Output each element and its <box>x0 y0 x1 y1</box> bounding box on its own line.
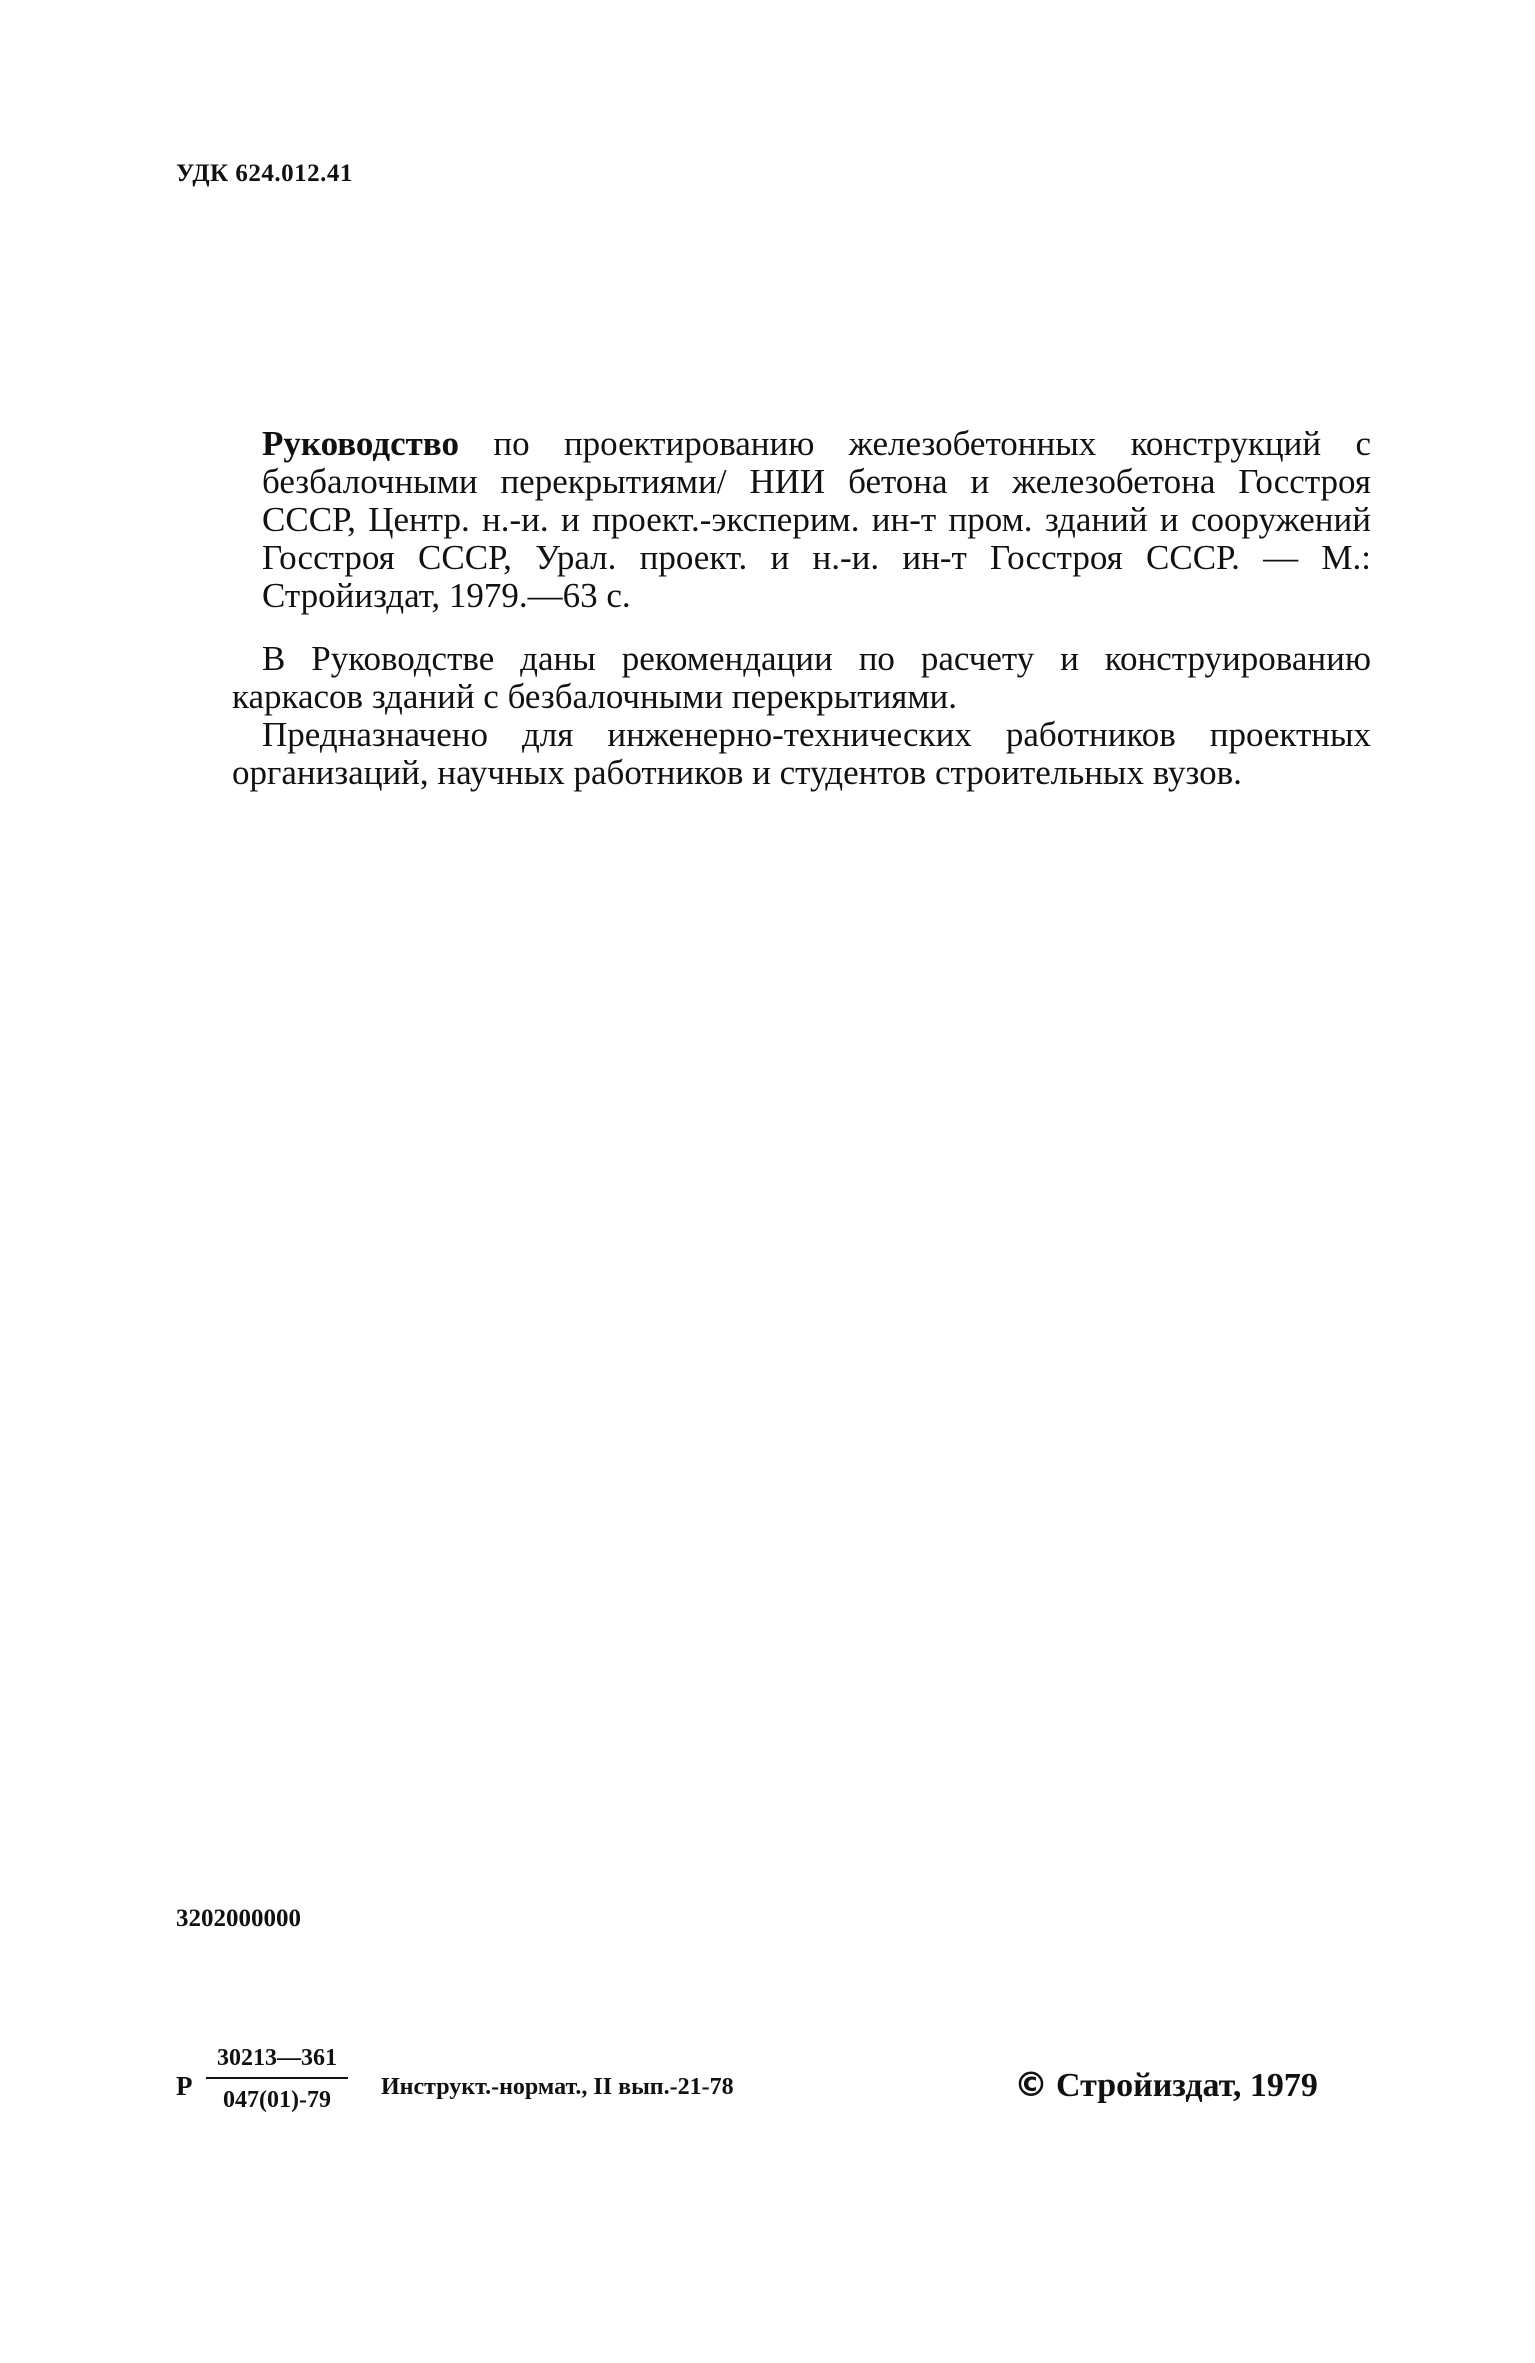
bibliographic-annotation <box>262 425 1371 615</box>
abstract-paragraph-1: В Руководстве даны рекомендации по расчету и конструированию каркасов зданий с безбалочными перекрытиями. <box>232 639 1371 716</box>
abstract <box>232 640 1371 792</box>
citation-text: по проектированию железобетонных конструкций с безбалочными перекрытиями/ НИИ бетона и железобетона Госстроя СССР, Центр. н.-и. и проект.-эксперим. ин-т пром. зданий и сооружений Госстроя СССР, Урал. проект. и н.-и. ин-т Госстроя СССР. — М.: Стройиздат, 1979.—63 с. <box>262 424 1371 615</box>
series-note: Инструкт.-нормат., II вып.-21-78 <box>381 2074 734 2100</box>
citation-paragraph <box>262 425 1371 615</box>
index-denominator: 047(01)-79 <box>223 2087 331 2113</box>
copyright-notice <box>1014 2065 1318 2105</box>
index-fraction <box>206 2043 348 2115</box>
copyright-text: Стройиздат, 1979 <box>1056 2067 1318 2104</box>
catalog-code-number: 3202000000 <box>176 1905 301 1932</box>
index-numerator: 30213—361 <box>217 2045 337 2071</box>
fraction-bar <box>206 2077 348 2079</box>
abstract-paragraph-2: Предназначено для инженерно-технических работников проектных организаций, научных работников и студентов строительных вузов. <box>232 715 1371 792</box>
citation-lead-word: Руководство <box>262 424 459 463</box>
udk-code: УДК 624.012.41 <box>176 160 353 187</box>
copyright-icon: © <box>1014 2065 1048 2105</box>
imprint-block <box>176 2043 1376 2123</box>
index-letter: Р <box>176 2071 193 2101</box>
